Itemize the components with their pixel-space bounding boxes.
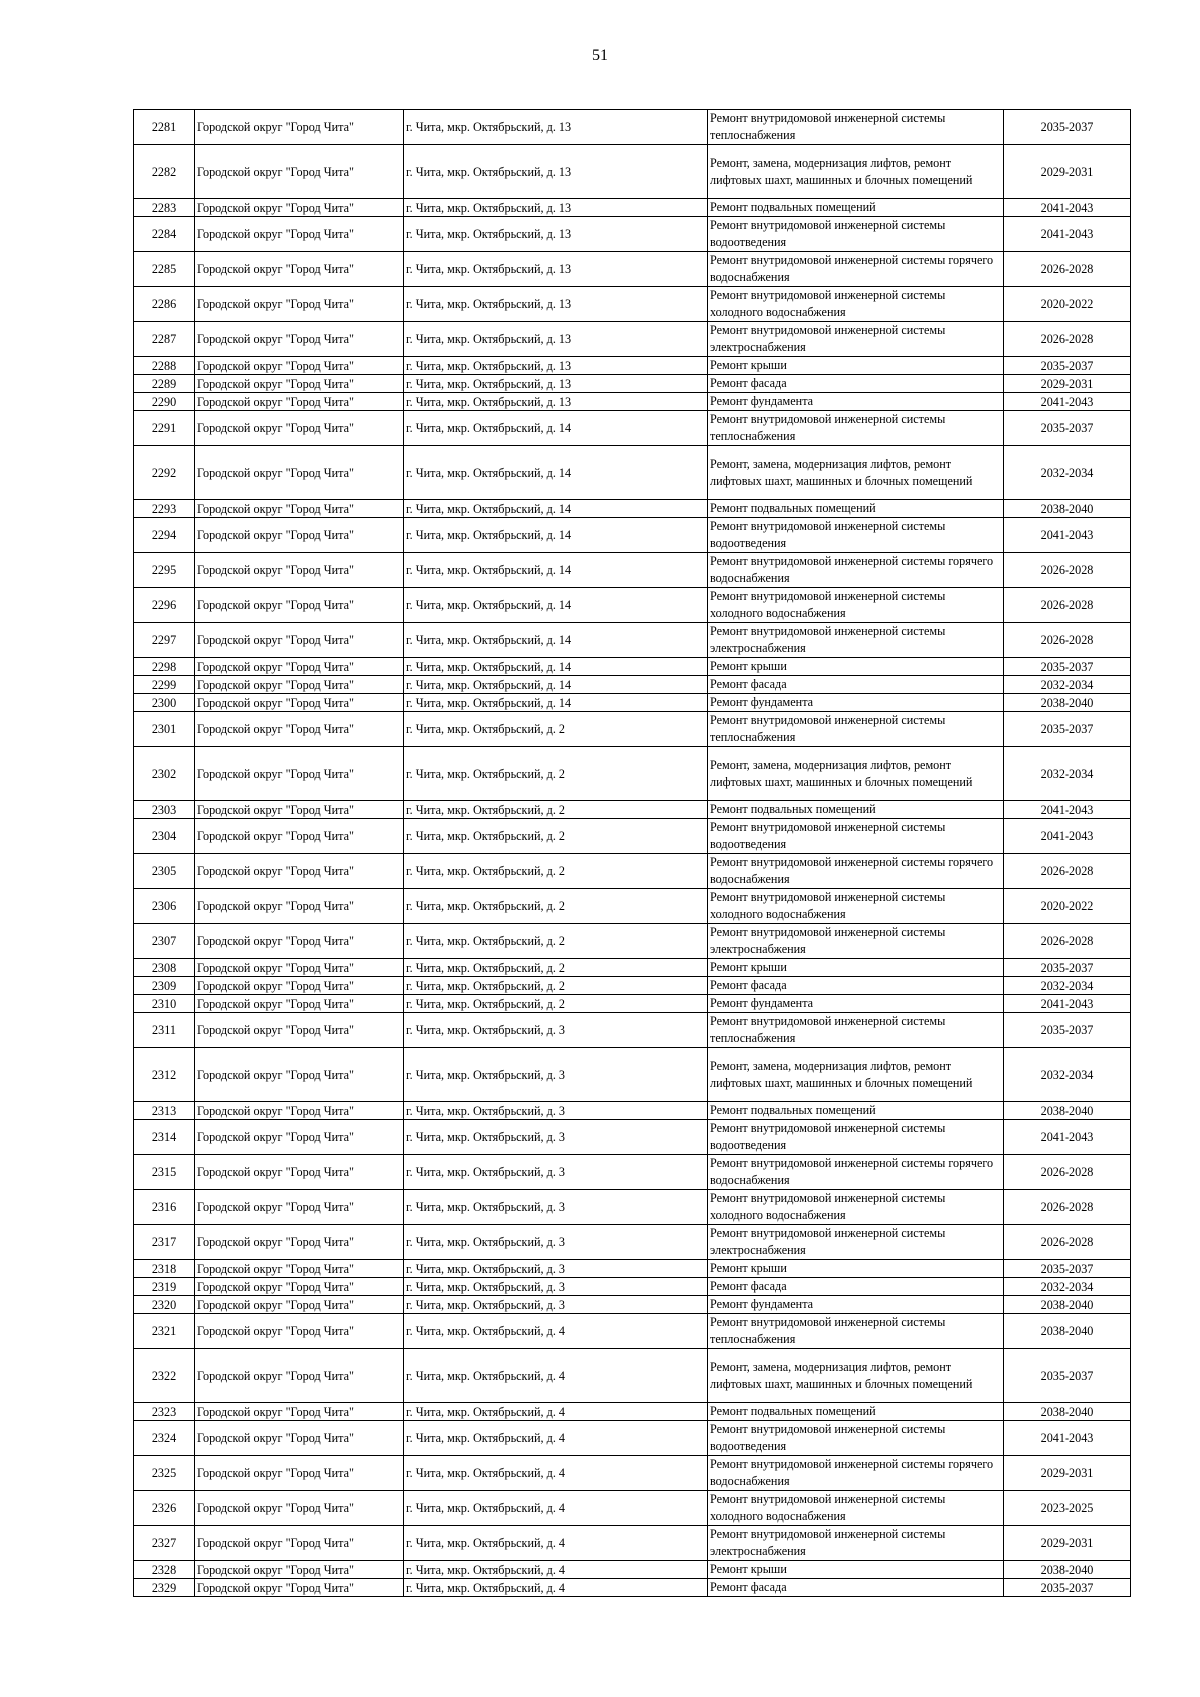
row-number: 2314 bbox=[134, 1120, 195, 1155]
row-number: 2328 bbox=[134, 1561, 195, 1579]
table-row bbox=[134, 1102, 1131, 1120]
row-number: 2302 bbox=[134, 747, 195, 801]
municipality-cell: Городской округ "Город Чита" bbox=[195, 1278, 404, 1296]
row-number: 2286 bbox=[134, 287, 195, 322]
work-type-cell: Ремонт фундамента bbox=[708, 995, 1004, 1013]
work-type-cell: Ремонт фасада bbox=[708, 676, 1004, 694]
address-cell: г. Чита, мкр. Октябрьский, д. 2 bbox=[404, 889, 708, 924]
work-type-cell: Ремонт подвальных помещений bbox=[708, 1403, 1004, 1421]
municipality-cell: Городской округ "Город Чита" bbox=[195, 322, 404, 357]
table-row bbox=[134, 694, 1131, 712]
row-number: 2290 bbox=[134, 393, 195, 411]
period-cell: 2020-2022 bbox=[1004, 287, 1131, 322]
table-row bbox=[134, 446, 1131, 500]
table-row bbox=[134, 623, 1131, 658]
table-row bbox=[134, 1296, 1131, 1314]
table-row bbox=[134, 995, 1131, 1013]
period-cell: 2026-2028 bbox=[1004, 322, 1131, 357]
municipality-cell: Городской округ "Город Чита" bbox=[195, 623, 404, 658]
municipality-cell: Городской округ "Город Чита" bbox=[195, 252, 404, 287]
period-cell: 2038-2040 bbox=[1004, 1296, 1131, 1314]
row-number: 2310 bbox=[134, 995, 195, 1013]
row-number: 2293 bbox=[134, 500, 195, 518]
row-number: 2323 bbox=[134, 1403, 195, 1421]
municipality-cell: Городской округ "Город Чита" bbox=[195, 1456, 404, 1491]
table-body bbox=[134, 110, 1131, 1597]
period-cell: 2035-2037 bbox=[1004, 1013, 1131, 1048]
address-cell: г. Чита, мкр. Октябрьский, д. 13 bbox=[404, 393, 708, 411]
table-row bbox=[134, 393, 1131, 411]
address-cell: г. Чита, мкр. Октябрьский, д. 3 bbox=[404, 1296, 708, 1314]
work-type-cell: Ремонт, замена, модернизация лифтов, ремонт лифтовых шахт, машинных и блочных помещений bbox=[708, 1048, 1004, 1102]
table-row bbox=[134, 287, 1131, 322]
table-row bbox=[134, 712, 1131, 747]
address-cell: г. Чита, мкр. Октябрьский, д. 14 bbox=[404, 553, 708, 588]
work-type-cell: Ремонт, замена, модернизация лифтов, ремонт лифтовых шахт, машинных и блочных помещений bbox=[708, 446, 1004, 500]
address-cell: г. Чита, мкр. Октябрьский, д. 3 bbox=[404, 1013, 708, 1048]
work-type-cell: Ремонт фасада bbox=[708, 1278, 1004, 1296]
row-number: 2285 bbox=[134, 252, 195, 287]
address-cell: г. Чита, мкр. Октябрьский, д. 2 bbox=[404, 801, 708, 819]
period-cell: 2035-2037 bbox=[1004, 1349, 1131, 1403]
row-number: 2319 bbox=[134, 1278, 195, 1296]
row-number: 2312 bbox=[134, 1048, 195, 1102]
table-row bbox=[134, 924, 1131, 959]
row-number: 2297 bbox=[134, 623, 195, 658]
row-number: 2291 bbox=[134, 411, 195, 446]
work-type-cell: Ремонт подвальных помещений bbox=[708, 500, 1004, 518]
table-row bbox=[134, 199, 1131, 217]
work-type-cell: Ремонт фундамента bbox=[708, 393, 1004, 411]
address-cell: г. Чита, мкр. Октябрьский, д. 2 bbox=[404, 854, 708, 889]
table-row bbox=[134, 252, 1131, 287]
table-row bbox=[134, 1155, 1131, 1190]
work-type-cell: Ремонт подвальных помещений bbox=[708, 1102, 1004, 1120]
period-cell: 2035-2037 bbox=[1004, 959, 1131, 977]
row-number: 2287 bbox=[134, 322, 195, 357]
table-row bbox=[134, 1403, 1131, 1421]
table-row bbox=[134, 1278, 1131, 1296]
period-cell: 2026-2028 bbox=[1004, 1190, 1131, 1225]
address-cell: г. Чита, мкр. Октябрьский, д. 4 bbox=[404, 1349, 708, 1403]
period-cell: 2026-2028 bbox=[1004, 1225, 1131, 1260]
municipality-cell: Городской округ "Город Чита" bbox=[195, 588, 404, 623]
address-cell: г. Чита, мкр. Октябрьский, д. 3 bbox=[404, 1278, 708, 1296]
period-cell: 2041-2043 bbox=[1004, 518, 1131, 553]
municipality-cell: Городской округ "Город Чита" bbox=[195, 1491, 404, 1526]
municipality-cell: Городской округ "Город Чита" bbox=[195, 518, 404, 553]
row-number: 2300 bbox=[134, 694, 195, 712]
period-cell: 2026-2028 bbox=[1004, 553, 1131, 588]
address-cell: г. Чита, мкр. Октябрьский, д. 13 bbox=[404, 287, 708, 322]
address-cell: г. Чита, мкр. Октябрьский, д. 14 bbox=[404, 658, 708, 676]
period-cell: 2026-2028 bbox=[1004, 252, 1131, 287]
municipality-cell: Городской округ "Город Чита" bbox=[195, 1225, 404, 1260]
period-cell: 2041-2043 bbox=[1004, 217, 1131, 252]
row-number: 2299 bbox=[134, 676, 195, 694]
work-type-cell: Ремонт крыши bbox=[708, 1260, 1004, 1278]
work-type-cell: Ремонт крыши bbox=[708, 1561, 1004, 1579]
address-cell: г. Чита, мкр. Октябрьский, д. 4 bbox=[404, 1526, 708, 1561]
period-cell: 2026-2028 bbox=[1004, 588, 1131, 623]
row-number: 2283 bbox=[134, 199, 195, 217]
work-type-cell: Ремонт внутридомовой инженерной системы горячего водоснабжения bbox=[708, 553, 1004, 588]
municipality-cell: Городской округ "Город Чита" bbox=[195, 1296, 404, 1314]
period-cell: 2041-2043 bbox=[1004, 393, 1131, 411]
municipality-cell: Городской округ "Город Чита" bbox=[195, 854, 404, 889]
table-row bbox=[134, 959, 1131, 977]
row-number: 2313 bbox=[134, 1102, 195, 1120]
row-number: 2294 bbox=[134, 518, 195, 553]
municipality-cell: Городской округ "Город Чита" bbox=[195, 995, 404, 1013]
municipality-cell: Городской округ "Город Чита" bbox=[195, 287, 404, 322]
municipality-cell: Городской округ "Город Чита" bbox=[195, 1314, 404, 1349]
work-type-cell: Ремонт внутридомовой инженерной системы холодного водоснабжения bbox=[708, 889, 1004, 924]
municipality-cell: Городской округ "Город Чита" bbox=[195, 375, 404, 393]
period-cell: 2026-2028 bbox=[1004, 924, 1131, 959]
address-cell: г. Чита, мкр. Октябрьский, д. 3 bbox=[404, 1190, 708, 1225]
municipality-cell: Городской округ "Город Чита" bbox=[195, 553, 404, 588]
address-cell: г. Чита, мкр. Октябрьский, д. 13 bbox=[404, 217, 708, 252]
table-row bbox=[134, 322, 1131, 357]
period-cell: 2038-2040 bbox=[1004, 1314, 1131, 1349]
row-number: 2317 bbox=[134, 1225, 195, 1260]
municipality-cell: Городской округ "Город Чита" bbox=[195, 217, 404, 252]
period-cell: 2035-2037 bbox=[1004, 1579, 1131, 1597]
work-type-cell: Ремонт внутридомовой инженерной системы теплоснабжения bbox=[708, 712, 1004, 747]
page-number: 51 bbox=[592, 47, 608, 64]
address-cell: г. Чита, мкр. Октябрьский, д. 3 bbox=[404, 1102, 708, 1120]
row-number: 2311 bbox=[134, 1013, 195, 1048]
municipality-cell: Городской округ "Город Чита" bbox=[195, 1048, 404, 1102]
address-cell: г. Чита, мкр. Октябрьский, д. 14 bbox=[404, 588, 708, 623]
municipality-cell: Городской округ "Город Чита" bbox=[195, 446, 404, 500]
row-number: 2316 bbox=[134, 1190, 195, 1225]
address-cell: г. Чита, мкр. Октябрьский, д. 13 bbox=[404, 375, 708, 393]
work-type-cell: Ремонт внутридомовой инженерной системы горячего водоснабжения bbox=[708, 252, 1004, 287]
address-cell: г. Чита, мкр. Октябрьский, д. 14 bbox=[404, 411, 708, 446]
municipality-cell: Городской округ "Город Чита" bbox=[195, 712, 404, 747]
municipality-cell: Городской округ "Город Чита" bbox=[195, 889, 404, 924]
address-cell: г. Чита, мкр. Октябрьский, д. 4 bbox=[404, 1456, 708, 1491]
period-cell: 2038-2040 bbox=[1004, 500, 1131, 518]
work-type-cell: Ремонт, замена, модернизация лифтов, ремонт лифтовых шахт, машинных и блочных помещений bbox=[708, 1349, 1004, 1403]
address-cell: г. Чита, мкр. Октябрьский, д. 13 bbox=[404, 252, 708, 287]
address-cell: г. Чита, мкр. Октябрьский, д. 13 bbox=[404, 145, 708, 199]
table-row bbox=[134, 854, 1131, 889]
table-row bbox=[134, 1491, 1131, 1526]
period-cell: 2032-2034 bbox=[1004, 747, 1131, 801]
municipality-cell: Городской округ "Город Чита" bbox=[195, 1561, 404, 1579]
capital-repair-table bbox=[133, 109, 1131, 1597]
address-cell: г. Чита, мкр. Октябрьский, д. 3 bbox=[404, 1048, 708, 1102]
table-row bbox=[134, 889, 1131, 924]
work-type-cell: Ремонт фундамента bbox=[708, 1296, 1004, 1314]
table-row bbox=[134, 819, 1131, 854]
row-number: 2298 bbox=[134, 658, 195, 676]
table-row bbox=[134, 1048, 1131, 1102]
period-cell: 2029-2031 bbox=[1004, 145, 1131, 199]
table-row bbox=[134, 1013, 1131, 1048]
address-cell: г. Чита, мкр. Октябрьский, д. 14 bbox=[404, 518, 708, 553]
row-number: 2320 bbox=[134, 1296, 195, 1314]
municipality-cell: Городской округ "Город Чита" bbox=[195, 1013, 404, 1048]
work-type-cell: Ремонт внутридомовой инженерной системы теплоснабжения bbox=[708, 110, 1004, 145]
row-number: 2304 bbox=[134, 819, 195, 854]
row-number: 2305 bbox=[134, 854, 195, 889]
row-number: 2318 bbox=[134, 1260, 195, 1278]
address-cell: г. Чита, мкр. Октябрьский, д. 14 bbox=[404, 676, 708, 694]
address-cell: г. Чита, мкр. Октябрьский, д. 4 bbox=[404, 1421, 708, 1456]
period-cell: 2020-2022 bbox=[1004, 889, 1131, 924]
address-cell: г. Чита, мкр. Октябрьский, д. 2 bbox=[404, 747, 708, 801]
row-number: 2288 bbox=[134, 357, 195, 375]
period-cell: 2032-2034 bbox=[1004, 676, 1131, 694]
row-number: 2315 bbox=[134, 1155, 195, 1190]
row-number: 2295 bbox=[134, 553, 195, 588]
row-number: 2303 bbox=[134, 801, 195, 819]
address-cell: г. Чита, мкр. Октябрьский, д. 13 bbox=[404, 357, 708, 375]
work-type-cell: Ремонт внутридомовой инженерной системы водоотведения bbox=[708, 217, 1004, 252]
work-type-cell: Ремонт внутридомовой инженерной системы электроснабжения bbox=[708, 1526, 1004, 1561]
period-cell: 2041-2043 bbox=[1004, 199, 1131, 217]
work-type-cell: Ремонт подвальных помещений bbox=[708, 801, 1004, 819]
address-cell: г. Чита, мкр. Октябрьский, д. 13 bbox=[404, 199, 708, 217]
work-type-cell: Ремонт внутридомовой инженерной системы горячего водоснабжения bbox=[708, 1155, 1004, 1190]
period-cell: 2041-2043 bbox=[1004, 1421, 1131, 1456]
row-number: 2326 bbox=[134, 1491, 195, 1526]
table-row bbox=[134, 1190, 1131, 1225]
period-cell: 2029-2031 bbox=[1004, 375, 1131, 393]
table-row bbox=[134, 1456, 1131, 1491]
period-cell: 2035-2037 bbox=[1004, 658, 1131, 676]
period-cell: 2026-2028 bbox=[1004, 1155, 1131, 1190]
row-number: 2301 bbox=[134, 712, 195, 747]
municipality-cell: Городской округ "Город Чита" bbox=[195, 145, 404, 199]
period-cell: 2041-2043 bbox=[1004, 819, 1131, 854]
row-number: 2289 bbox=[134, 375, 195, 393]
municipality-cell: Городской округ "Город Чита" bbox=[195, 694, 404, 712]
work-type-cell: Ремонт, замена, модернизация лифтов, ремонт лифтовых шахт, машинных и блочных помещений bbox=[708, 145, 1004, 199]
address-cell: г. Чита, мкр. Октябрьский, д. 14 bbox=[404, 623, 708, 658]
address-cell: г. Чита, мкр. Октябрьский, д. 14 bbox=[404, 500, 708, 518]
table-row bbox=[134, 1120, 1131, 1155]
address-cell: г. Чита, мкр. Октябрьский, д. 13 bbox=[404, 110, 708, 145]
address-cell: г. Чита, мкр. Октябрьский, д. 3 bbox=[404, 1260, 708, 1278]
address-cell: г. Чита, мкр. Октябрьский, д. 2 bbox=[404, 924, 708, 959]
period-cell: 2026-2028 bbox=[1004, 854, 1131, 889]
municipality-cell: Городской округ "Город Чита" bbox=[195, 1579, 404, 1597]
work-type-cell: Ремонт фасада bbox=[708, 375, 1004, 393]
municipality-cell: Городской округ "Город Чита" bbox=[195, 676, 404, 694]
table-row bbox=[134, 588, 1131, 623]
work-type-cell: Ремонт фасада bbox=[708, 977, 1004, 995]
address-cell: г. Чита, мкр. Октябрьский, д. 4 bbox=[404, 1491, 708, 1526]
period-cell: 2029-2031 bbox=[1004, 1456, 1131, 1491]
period-cell: 2032-2034 bbox=[1004, 1048, 1131, 1102]
address-cell: г. Чита, мкр. Октябрьский, д. 13 bbox=[404, 322, 708, 357]
address-cell: г. Чита, мкр. Октябрьский, д. 3 bbox=[404, 1120, 708, 1155]
municipality-cell: Городской округ "Город Чита" bbox=[195, 1403, 404, 1421]
address-cell: г. Чита, мкр. Октябрьский, д. 2 bbox=[404, 712, 708, 747]
municipality-cell: Городской округ "Город Чита" bbox=[195, 924, 404, 959]
table-row bbox=[134, 411, 1131, 446]
table-row bbox=[134, 801, 1131, 819]
table-row bbox=[134, 1526, 1131, 1561]
row-number: 2306 bbox=[134, 889, 195, 924]
municipality-cell: Городской округ "Город Чита" bbox=[195, 1421, 404, 1456]
work-type-cell: Ремонт внутридомовой инженерной системы горячего водоснабжения bbox=[708, 1456, 1004, 1491]
work-type-cell: Ремонт внутридомовой инженерной системы электроснабжения bbox=[708, 623, 1004, 658]
address-cell: г. Чита, мкр. Октябрьский, д. 4 bbox=[404, 1579, 708, 1597]
work-type-cell: Ремонт внутридомовой инженерной системы электроснабжения bbox=[708, 924, 1004, 959]
work-type-cell: Ремонт крыши bbox=[708, 357, 1004, 375]
row-number: 2284 bbox=[134, 217, 195, 252]
address-cell: г. Чита, мкр. Октябрьский, д. 14 bbox=[404, 694, 708, 712]
period-cell: 2038-2040 bbox=[1004, 1102, 1131, 1120]
municipality-cell: Городской округ "Город Чита" bbox=[195, 1190, 404, 1225]
municipality-cell: Городской округ "Город Чита" bbox=[195, 357, 404, 375]
municipality-cell: Городской округ "Город Чита" bbox=[195, 819, 404, 854]
table-row bbox=[134, 357, 1131, 375]
work-type-cell: Ремонт внутридомовой инженерной системы холодного водоснабжения bbox=[708, 287, 1004, 322]
table-row bbox=[134, 518, 1131, 553]
period-cell: 2029-2031 bbox=[1004, 1526, 1131, 1561]
period-cell: 2032-2034 bbox=[1004, 977, 1131, 995]
municipality-cell: Городской округ "Город Чита" bbox=[195, 977, 404, 995]
work-type-cell: Ремонт крыши bbox=[708, 658, 1004, 676]
work-type-cell: Ремонт внутридомовой инженерной системы горячего водоснабжения bbox=[708, 854, 1004, 889]
period-cell: 2038-2040 bbox=[1004, 694, 1131, 712]
period-cell: 2035-2037 bbox=[1004, 1260, 1131, 1278]
table-row bbox=[134, 676, 1131, 694]
work-type-cell: Ремонт внутридомовой инженерной системы теплоснабжения bbox=[708, 1013, 1004, 1048]
period-cell: 2038-2040 bbox=[1004, 1403, 1131, 1421]
work-type-cell: Ремонт подвальных помещений bbox=[708, 199, 1004, 217]
period-cell: 2032-2034 bbox=[1004, 1278, 1131, 1296]
period-cell: 2041-2043 bbox=[1004, 801, 1131, 819]
table-row bbox=[134, 1349, 1131, 1403]
period-cell: 2035-2037 bbox=[1004, 712, 1131, 747]
work-type-cell: Ремонт внутридомовой инженерной системы электроснабжения bbox=[708, 322, 1004, 357]
work-type-cell: Ремонт внутридомовой инженерной системы водоотведения bbox=[708, 819, 1004, 854]
row-number: 2325 bbox=[134, 1456, 195, 1491]
period-cell: 2035-2037 bbox=[1004, 411, 1131, 446]
work-type-cell: Ремонт крыши bbox=[708, 959, 1004, 977]
period-cell: 2023-2025 bbox=[1004, 1491, 1131, 1526]
municipality-cell: Городской округ "Город Чита" bbox=[195, 411, 404, 446]
table-row bbox=[134, 500, 1131, 518]
municipality-cell: Городской округ "Город Чита" bbox=[195, 658, 404, 676]
table-row bbox=[134, 110, 1131, 145]
row-number: 2281 bbox=[134, 110, 195, 145]
municipality-cell: Городской округ "Город Чита" bbox=[195, 1349, 404, 1403]
work-type-cell: Ремонт внутридомовой инженерной системы теплоснабжения bbox=[708, 411, 1004, 446]
municipality-cell: Городской округ "Город Чита" bbox=[195, 110, 404, 145]
table-row bbox=[134, 1579, 1131, 1597]
row-number: 2329 bbox=[134, 1579, 195, 1597]
row-number: 2308 bbox=[134, 959, 195, 977]
work-type-cell: Ремонт внутридомовой инженерной системы теплоснабжения bbox=[708, 1314, 1004, 1349]
period-cell: 2035-2037 bbox=[1004, 357, 1131, 375]
table-row bbox=[134, 145, 1131, 199]
table-row bbox=[134, 1260, 1131, 1278]
work-type-cell: Ремонт, замена, модернизация лифтов, ремонт лифтовых шахт, машинных и блочных помещений bbox=[708, 747, 1004, 801]
table-row bbox=[134, 375, 1131, 393]
work-type-cell: Ремонт внутридомовой инженерной системы холодного водоснабжения bbox=[708, 588, 1004, 623]
work-type-cell: Ремонт внутридомовой инженерной системы водоотведения bbox=[708, 1120, 1004, 1155]
table-row bbox=[134, 977, 1131, 995]
table-row bbox=[134, 1561, 1131, 1579]
period-cell: 2026-2028 bbox=[1004, 623, 1131, 658]
address-cell: г. Чита, мкр. Октябрьский, д. 2 bbox=[404, 977, 708, 995]
table-row bbox=[134, 1421, 1131, 1456]
table-row bbox=[134, 553, 1131, 588]
period-cell: 2035-2037 bbox=[1004, 110, 1131, 145]
row-number: 2309 bbox=[134, 977, 195, 995]
municipality-cell: Городской округ "Город Чита" bbox=[195, 393, 404, 411]
table-row bbox=[134, 1314, 1131, 1349]
row-number: 2321 bbox=[134, 1314, 195, 1349]
table-row bbox=[134, 658, 1131, 676]
municipality-cell: Городской округ "Город Чита" bbox=[195, 500, 404, 518]
row-number: 2322 bbox=[134, 1349, 195, 1403]
work-type-cell: Ремонт фасада bbox=[708, 1579, 1004, 1597]
row-number: 2282 bbox=[134, 145, 195, 199]
table-row bbox=[134, 747, 1131, 801]
municipality-cell: Городской округ "Город Чита" bbox=[195, 1260, 404, 1278]
address-cell: г. Чита, мкр. Октябрьский, д. 3 bbox=[404, 1155, 708, 1190]
address-cell: г. Чита, мкр. Октябрьский, д. 2 bbox=[404, 819, 708, 854]
address-cell: г. Чита, мкр. Октябрьский, д. 4 bbox=[404, 1314, 708, 1349]
row-number: 2327 bbox=[134, 1526, 195, 1561]
work-type-cell: Ремонт фундамента bbox=[708, 694, 1004, 712]
address-cell: г. Чита, мкр. Октябрьский, д. 2 bbox=[404, 995, 708, 1013]
work-type-cell: Ремонт внутридомовой инженерной системы холодного водоснабжения bbox=[708, 1491, 1004, 1526]
address-cell: г. Чита, мкр. Октябрьский, д. 4 bbox=[404, 1561, 708, 1579]
municipality-cell: Городской округ "Город Чита" bbox=[195, 1155, 404, 1190]
municipality-cell: Городской округ "Город Чита" bbox=[195, 1526, 404, 1561]
municipality-cell: Городской округ "Город Чита" bbox=[195, 1120, 404, 1155]
table-row bbox=[134, 1225, 1131, 1260]
row-number: 2307 bbox=[134, 924, 195, 959]
work-type-cell: Ремонт внутридомовой инженерной системы холодного водоснабжения bbox=[708, 1190, 1004, 1225]
address-cell: г. Чита, мкр. Октябрьский, д. 4 bbox=[404, 1403, 708, 1421]
municipality-cell: Городской округ "Город Чита" bbox=[195, 199, 404, 217]
period-cell: 2041-2043 bbox=[1004, 995, 1131, 1013]
table-row bbox=[134, 217, 1131, 252]
period-cell: 2038-2040 bbox=[1004, 1561, 1131, 1579]
work-type-cell: Ремонт внутридомовой инженерной системы водоотведения bbox=[708, 518, 1004, 553]
period-cell: 2032-2034 bbox=[1004, 446, 1131, 500]
row-number: 2296 bbox=[134, 588, 195, 623]
work-type-cell: Ремонт внутридомовой инженерной системы водоотведения bbox=[708, 1421, 1004, 1456]
municipality-cell: Городской округ "Город Чита" bbox=[195, 747, 404, 801]
municipality-cell: Городской округ "Город Чита" bbox=[195, 1102, 404, 1120]
address-cell: г. Чита, мкр. Октябрьский, д. 3 bbox=[404, 1225, 708, 1260]
work-type-cell: Ремонт внутридомовой инженерной системы электроснабжения bbox=[708, 1225, 1004, 1260]
period-cell: 2041-2043 bbox=[1004, 1120, 1131, 1155]
municipality-cell: Городской округ "Город Чита" bbox=[195, 959, 404, 977]
row-number: 2292 bbox=[134, 446, 195, 500]
municipality-cell: Городской округ "Город Чита" bbox=[195, 801, 404, 819]
address-cell: г. Чита, мкр. Октябрьский, д. 14 bbox=[404, 446, 708, 500]
row-number: 2324 bbox=[134, 1421, 195, 1456]
address-cell: г. Чита, мкр. Октябрьский, д. 2 bbox=[404, 959, 708, 977]
